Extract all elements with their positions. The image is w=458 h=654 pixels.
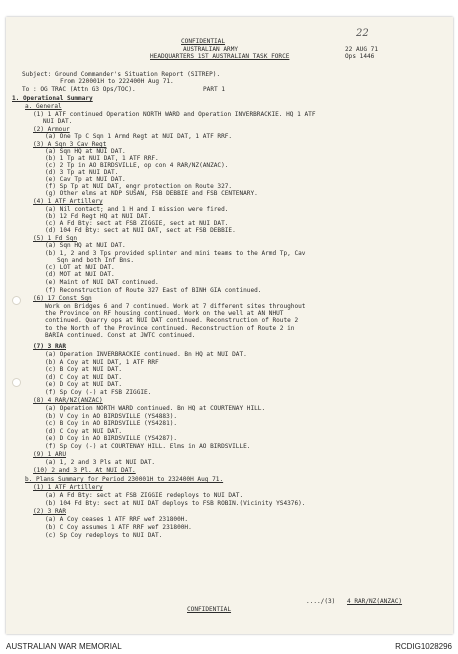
- document-line-g7e: (e) D Coy at NUI DAT.: [45, 381, 123, 388]
- document-line-g5f: (f) Reconstruction of Route 327 East of BINH GIA continued.: [45, 287, 262, 294]
- classification-bottom: CONFIDENTIAL: [187, 606, 232, 613]
- document-line-g10: (10) 2 and 3 Pl. At NUI DAT.: [33, 467, 136, 474]
- document-line-g5e: (e) Maint of NUI DAT continued.: [45, 279, 159, 286]
- document-line-s1a: a. General: [25, 103, 62, 110]
- document-line-g5a: (a) Sqn HQ at NUI DAT.: [45, 242, 126, 249]
- document-line-g4d: (d) 104 Fd Bty: sect at NUI DAT, sect at FSB DEBBIE.: [45, 227, 236, 234]
- document-line-cont: ..../(3): [306, 598, 336, 605]
- document-line-g7d: (d) C Coy at NUI DAT.: [45, 374, 123, 381]
- header-hq: HEADQUARTERS 1ST AUSTRALIAN TASK FORCE: [150, 53, 290, 60]
- document-line-p1a: (a) A Fd Bty: sect at FSB ZIGGIE redeploys to NUI DAT.: [45, 492, 244, 499]
- document-line-g8f: (f) Sp Coy (-) at COURTENAY HILL. Elms in AO BIRDSVILLE.: [45, 443, 251, 450]
- document-line-g7c: (c) B Coy at NUI DAT.: [45, 366, 123, 373]
- header-org: AUSTRALIAN ARMY: [183, 46, 239, 53]
- document-line-g7f: (f) Sp Coy (-) at FSB ZIGGIE.: [45, 389, 152, 396]
- document-line-g3b: (b) 1 Tp at NUI DAT, 1 ATF RRF.: [45, 155, 159, 162]
- document-line-g5b: (b) 1, 2 and 3 Tps provided splinter and mini teams to the Armd Tp, Cav: [45, 250, 306, 257]
- document-line-g8a: (a) Operation NORTH WARD continued. Bn HQ at COURTENAY HILL.: [45, 405, 266, 412]
- document-line-g6e: BARIA continued. Const at JWTC continued.: [45, 332, 196, 339]
- document-line-s1b: b. Plans Summary for Period 230001H to 232400H Aug 71.: [25, 476, 224, 483]
- document-line-p2: (2) 3 RAR: [33, 508, 67, 515]
- document-line-g7a: (a) Operation INVERBRACKIE continued. Bn HQ at NUI DAT.: [45, 351, 247, 358]
- punch-hole: [12, 378, 21, 387]
- handwritten-page-number: 22: [356, 28, 369, 39]
- header-date: 22 AUG 71: [345, 46, 379, 53]
- document-line-g4b: (b) 12 Fd Regt HQ at NUI DAT.: [45, 213, 152, 220]
- document-line-g5b2: Sqn and both Inf Bns.: [57, 257, 135, 264]
- document-line-g3g: (g) Other elms at NDP SUSAN, FSB DEBBIE and FSB CENTENARY.: [45, 190, 258, 197]
- document-line-g6c: continued. Quarry ops at NUI DAT continued. Reconstruction of Route 2: [45, 317, 299, 324]
- document-line-g8: (8) 4 RAR/NZ(ANZAC): [33, 397, 103, 404]
- document-line-s1: 1. Operational Summary: [12, 95, 93, 102]
- document-line-g3c: (c) 2 Tp in AO BIRDSVILLE, op con 4 RAR/NZ(ANZAC).: [45, 162, 229, 169]
- document-line-to: To : OG TRAC (Attn G3 Ops/TOC).: [22, 86, 136, 93]
- classification-top: CONFIDENTIAL: [181, 38, 226, 45]
- document-line-g5c: (c) LOT at NUI DAT.: [45, 264, 115, 271]
- document-line-g3d: (d) 3 Tp at NUI DAT.: [45, 169, 119, 176]
- document-line-g2a: (a) One Tp C Sqn 1 Armd Regt at NUI DAT, 1 ATF RRF.: [45, 133, 233, 140]
- document-line-g7: (7) 3 RAR: [33, 343, 67, 350]
- footer-archive-name: AUSTRALIAN WAR MEMORIAL: [6, 642, 122, 651]
- document-line-g9a: (a) 1, 2 and 3 Pls at NUI DAT.: [45, 459, 156, 466]
- document-line-g8c: (c) B Coy in AO BIRDSVILLE (YS4281).: [45, 420, 178, 427]
- document-line-part: PART 1: [203, 86, 226, 93]
- document-line-g9: (9) 1 ARU: [33, 451, 67, 458]
- document-line-g3a: (a) Sqn HQ at NUI DAT.: [45, 148, 126, 155]
- document-line-g8e: (e) D Coy in AO BIRDSVILLE (YS4287).: [45, 435, 178, 442]
- document-line-p2b: (b) C Coy assumes 1 ATF RRF wef 231800H.: [45, 524, 192, 531]
- document-line-subj1: Subject: Ground Commander's Situation Report (SITREP).: [22, 71, 221, 78]
- document-line-g7b: (b) A Coy at NUI DAT, 1 ATF RRF: [45, 359, 159, 366]
- document-line-p2c: (c) Sp Coy redeploys to NUI DAT.: [45, 532, 163, 539]
- header-ops: Ops 1446: [345, 53, 375, 60]
- document-line-g6: (6) 17 Const Sqn: [33, 295, 92, 302]
- document-line-g8b: (b) V Coy in AO BIRDSVILLE (YS4883).: [45, 413, 178, 420]
- document-line-g6d: to the North of the Province continued. Reconstruction of Route 2 in: [45, 325, 295, 332]
- document-line-g4a: (a) Nil contact; and 1 H and I mission were fired.: [45, 206, 229, 213]
- document-line-g5d: (d) MOT at NUI DAT.: [45, 271, 115, 278]
- document-line-g3f: (f) Sp Tp at NUI DAT, engr protection on Route 327.: [45, 183, 233, 190]
- document-line-g4c: (c) A Fd Bty: sect at FSB ZIGGIE, sect at NUI DAT.: [45, 220, 229, 227]
- document-line-p2a: (a) A Coy ceases 1 ATF RRF wef 231800H.: [45, 516, 189, 523]
- punch-hole: [12, 296, 21, 305]
- document-line-g4: (4) 1 ATF Artillery: [33, 198, 103, 205]
- document-line-g1b: NUI DAT.: [43, 118, 73, 125]
- document-line-p1: (1) 1 ATF Artillery: [33, 484, 103, 491]
- document-line-g1: (1) 1 ATF continued Operation NORTH WARD and Operation INVERBRACKIE. HQ 1 ATF: [33, 111, 316, 118]
- document-line-g2: (2) Armour: [33, 126, 70, 133]
- document-line-g8d: (d) C Coy at NUI DAT.: [45, 428, 123, 435]
- document-line-p1b: (b) 104 Fd Bty: sect at NUI DAT deploys to FSB ROBIN.(Vicinity YS4376).: [45, 500, 306, 507]
- document-line-cont2: 4 RAR/NZ(ANZAC): [347, 598, 403, 605]
- document-line-subj2: From 220001H to 222400H Aug 71.: [60, 78, 174, 85]
- document-line-g3e: (e) Cav Tp at NUI DAT.: [45, 176, 126, 183]
- document-line-g3: (3) A Sqn 3 Cav Regt: [33, 141, 107, 148]
- document-line-g5: (5) 1 Fd Sqn: [33, 235, 78, 242]
- document-line-g6b: the Province on RF housing continued. Work on the well at AN NHUT: [45, 310, 284, 317]
- document-line-g6a: Work on Bridges 6 and 7 continued. Work at 7 different sites throughout: [45, 303, 306, 310]
- footer-record-id: RCDIG1028296: [395, 642, 452, 651]
